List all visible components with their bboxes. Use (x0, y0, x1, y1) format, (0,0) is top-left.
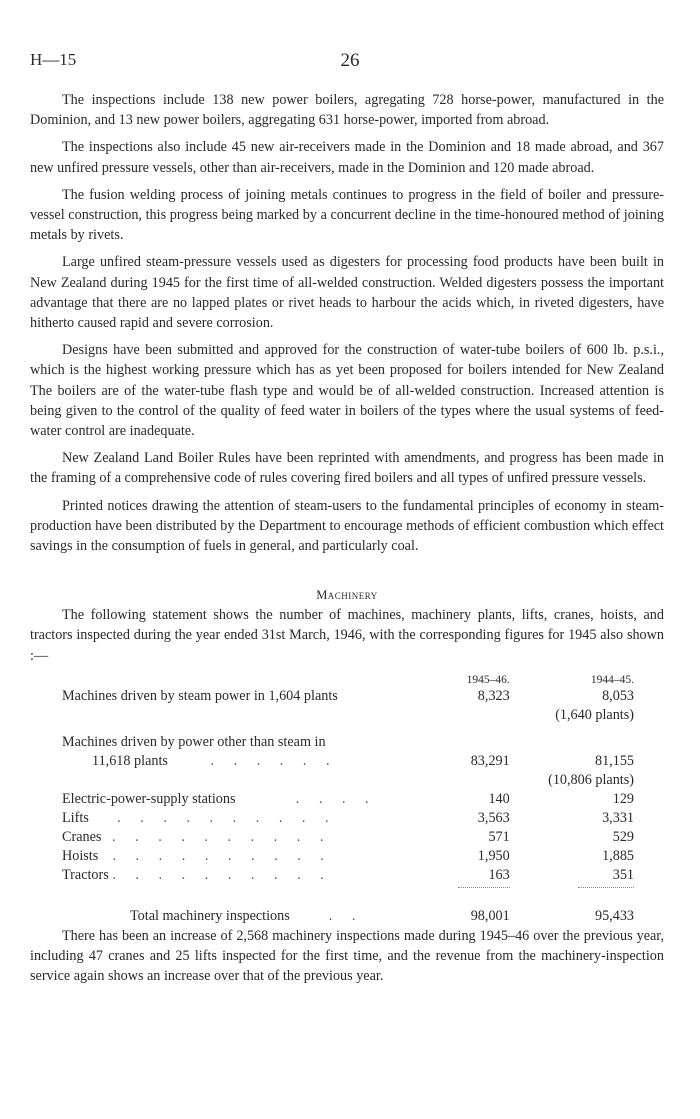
plants-note-1944-45: (10,806 plants) (548, 771, 634, 788)
table-row-steam (62, 687, 642, 706)
row-label: Hoists (62, 847, 99, 864)
value-1945-46: 3,563 (477, 809, 510, 826)
value-1945-46: 140 (488, 790, 510, 807)
value-1944-45: 351 (612, 866, 634, 883)
value-1945-46: 8,323 (477, 687, 510, 704)
value-1944-45: 3,331 (602, 809, 634, 826)
row-label-total: Total machinery inspections (130, 907, 290, 924)
paragraph-air-receivers: The inspections also include 45 new air-receivers made in the Dominion and 18 made abroad, and 367 new unfired pressure vessels, other than air-receivers, made in the Dominion and 120 made abroad. (30, 139, 664, 176)
paragraph-fusion-welding: The fusion welding process of joining metals continues to progress in the field of boiler and pressure-vessel construction, this progress being marked by a concurrent decline in the time-honoured method of joining metals by rivets. (30, 186, 664, 244)
leader-dots: . . . . . . . . . . (112, 866, 332, 883)
page-number: 26 (340, 50, 360, 71)
row-label-continued: 11,618 plants (92, 752, 168, 769)
table-header-row (62, 673, 642, 687)
paragraph-printed-notices: Printed notices drawing the attention of steam-users to the fundamental principles of economy in steam-production have been distributed by the Department to encourage methods of efficient combustion which effect savings in the consumption of fuels in general, and particularly coal. (30, 497, 664, 555)
column-header-1944-45: 1944–45. (590, 673, 634, 686)
value-1945-46: 163 (488, 866, 510, 883)
value-1945-46: 1,950 (477, 847, 510, 864)
value-1945-46: 571 (488, 828, 510, 845)
section-heading-machinery: Machinery (316, 588, 378, 603)
table-row-electric (62, 790, 642, 809)
row-label: Electric-power-supply stations (62, 790, 236, 807)
paragraph-water-tube-boilers: Designs have been submitted and approved for the construction of water-tube boilers of 600 lb. p.s.i., which is the highest working pressure which has as yet been proposed for boilers intended for New Zealand The boilers are of the water-tube flash type and would be of all-welded construction. Increased attention is being given to the control of the quality of feed water in boilers of the types where the usual systems of feed-water control are inadequate. (30, 342, 664, 440)
value-1944-45: 81,155 (594, 752, 634, 769)
leader-dots: . . . . . . (210, 752, 338, 769)
page-header (30, 50, 670, 74)
row-label: Cranes (62, 828, 102, 845)
paragraph-digesters: Large unfired steam-pressure vessels used as digesters for processing food products have been built in New Zealand during 1945 for the first time of all-welded construction. Welded digesters possess the important advantage that there are no lapped plates or rivet heads to harbour the acids which, in riveted digesters, have hitherto caused rapid and severe corrosion. (30, 254, 664, 332)
table-row-hoists (62, 847, 642, 866)
row-label: Machines driven by power other than steam in (62, 733, 326, 750)
leader-dots: . . . . . . . . . . (112, 828, 332, 845)
value-1944-45: 8,053 (602, 687, 634, 704)
table-row-other-power-note (62, 771, 642, 790)
row-label: Tractors (62, 866, 109, 883)
total-1944-45: 95,433 (594, 907, 634, 924)
paragraph-boiler-inspections: The inspections include 138 new power boilers, agregating 728 horse-power, manufactured in the Dominion, and 13 new power boilers, aggregating 631 horse-power, imported from abroad. (30, 92, 664, 129)
row-label: Machines driven by steam power in 1,604 plants (62, 687, 338, 704)
total-rule (458, 887, 510, 888)
machinery-statistics-table (62, 673, 642, 926)
table-row-total (62, 891, 642, 926)
total-rule (578, 887, 634, 888)
table-row-steam-note (62, 706, 642, 725)
table-row-tractors (62, 866, 642, 885)
machinery-intro: The following statement shows the number of machines, machinery plants, lifts, cranes, hoists, and tractors inspected during the year ended 31st March, 1946, with the corresponding figures for 1945 also shown :— (30, 607, 664, 664)
document-reference: H—15 (30, 50, 77, 69)
value-1944-45: 129 (612, 790, 634, 807)
leader-dots: . . . . . . . . . . (117, 809, 337, 826)
leader-dots: . . (328, 907, 364, 924)
table-row-lifts (62, 809, 642, 828)
value-1945-46: 83,291 (470, 752, 510, 769)
table-row-other-power (62, 733, 642, 752)
paragraph-boiler-rules: New Zealand Land Boiler Rules have been reprinted with amendments, and progress has been made in the framing of a comprehensive code of rules covering fired boilers and all types of unfired pressure vessels. (30, 450, 664, 487)
page-body (30, 90, 664, 993)
leader-dots: . . . . (295, 790, 377, 807)
value-1944-45: 1,885 (602, 847, 634, 864)
table-row-other-power-cont (62, 752, 642, 771)
table-row-cranes (62, 828, 642, 847)
value-1944-45: 529 (612, 828, 634, 845)
row-label: Lifts (62, 809, 89, 826)
leader-dots: . . . . . . . . . . (112, 847, 332, 864)
paragraph-machinery-summary: There has been an increase of 2,568 machinery inspections made during 1945–46 over the previous year, including 47 cranes and 25 lifts inspected for the first time, and the revenue from the machinery-inspection service again shows an increase over that of the previous year. (30, 927, 664, 985)
column-header-1945-46: 1945–46. (466, 673, 510, 686)
plants-note-1944-45: (1,640 plants) (555, 706, 634, 723)
total-1945-46: 98,001 (470, 907, 510, 924)
